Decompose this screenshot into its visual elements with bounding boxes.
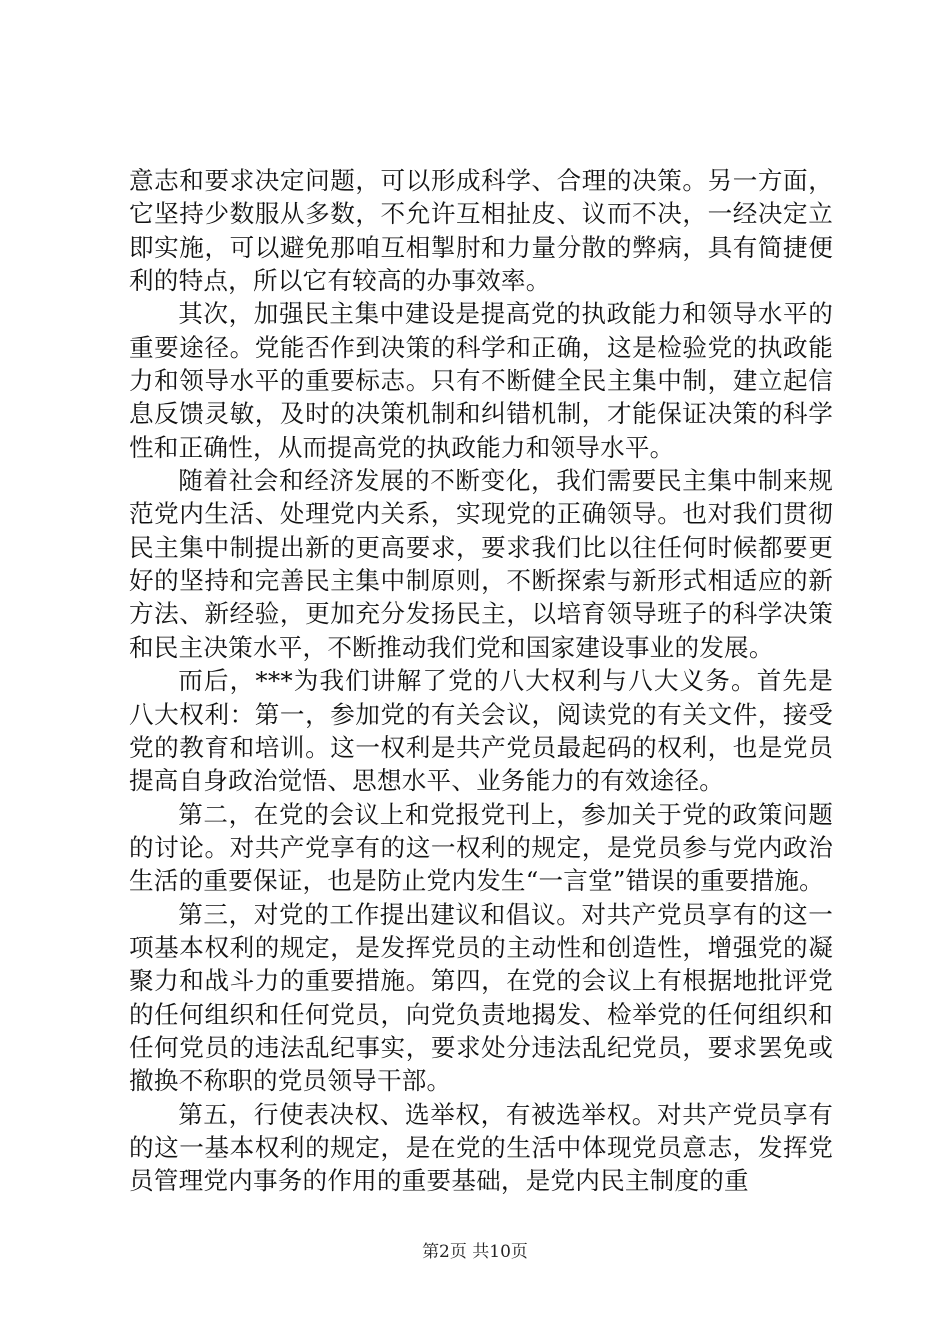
document-body bbox=[129, 164, 833, 1198]
paragraph-development: 随着社会和经济发展的不断变化，我们需要民主集中制来规范党内生活、处理党内关系，实现党的正确领导。也对我们贯彻民主集中制提出新的更高要求，要求我们比以往任何时候都要更好的坚持和完善民主集中制原则，不断探索与新形式相适应的新方法、新经验，更加充分发扬民主，以培育领导班子的科学决策和民主决策水平，不断推动我们党和国家建设事业的发展。 bbox=[129, 466, 833, 662]
paragraph-secondly: 其次，加强民主集中建设是提高党的执政能力和领导水平的重要途径。党能否作到决策的科学和正确，这是检验党的执政能力和领导水平的重要标志。只有不断健全民主集中制，建立起信息反馈灵敏，及时的决策机制和纠错机制，才能保证决策的科学性和正确性，从而提高党的执政能力和领导水平。 bbox=[129, 299, 833, 462]
paragraph-rights-intro: 而后，***为我们讲解了党的八大权利与八大义务。首先是八大权利：第一，参加党的有关会议，阅读党的有关文件，接受党的教育和培训。这一权利是共产党员最起码的权利，也是党员提高自身政治觉悟、思想水平、业务能力的有效途径。 bbox=[129, 666, 833, 796]
paragraph-right-five: 第五，行使表决权、选举权，有被选举权。对共产党员享有的这一基本权利的规定，是在党的生活中体现党员意志，发挥党员管理党内事务的作用的重要基础，是党内民主制度的重 bbox=[129, 1099, 833, 1196]
page-number-footer: 第2页 共10页 bbox=[422, 1242, 528, 1262]
paragraph-right-three-four: 第三，对党的工作提出建议和倡议。对共产党员享有的这一项基本权利的规定，是发挥党员的主动性和创造性，增强党的凝聚力和战斗力的重要措施。第四，在党的会议上有根据地批评党的任何组织和任何党员，向党负责地揭发、检举党的任何组织和任何党员的违法乱纪事实，要求处分违法乱纪党员，要求罢免或撤换不称职的党员领导干部。 bbox=[129, 899, 833, 1096]
paragraph-right-two: 第二，在党的会议上和党报党刊上，参加关于党的政策问题的讨论。对共产党享有的这一权利的规定，是党员参与党内政治生活的重要保证，也是防止党内发生“一言堂”错误的重要措施。 bbox=[129, 799, 833, 896]
paragraph-continuation: 意志和要求决定问题，可以形成科学、合理的决策。另一方面，它坚持少数服从多数，不允许互相扯皮、议而不决，一经决定立即实施，可以避免那咱互相掣肘和力量分散的弊病，具有简捷便利的特点，所以它有较高的办事效率。 bbox=[129, 166, 833, 296]
